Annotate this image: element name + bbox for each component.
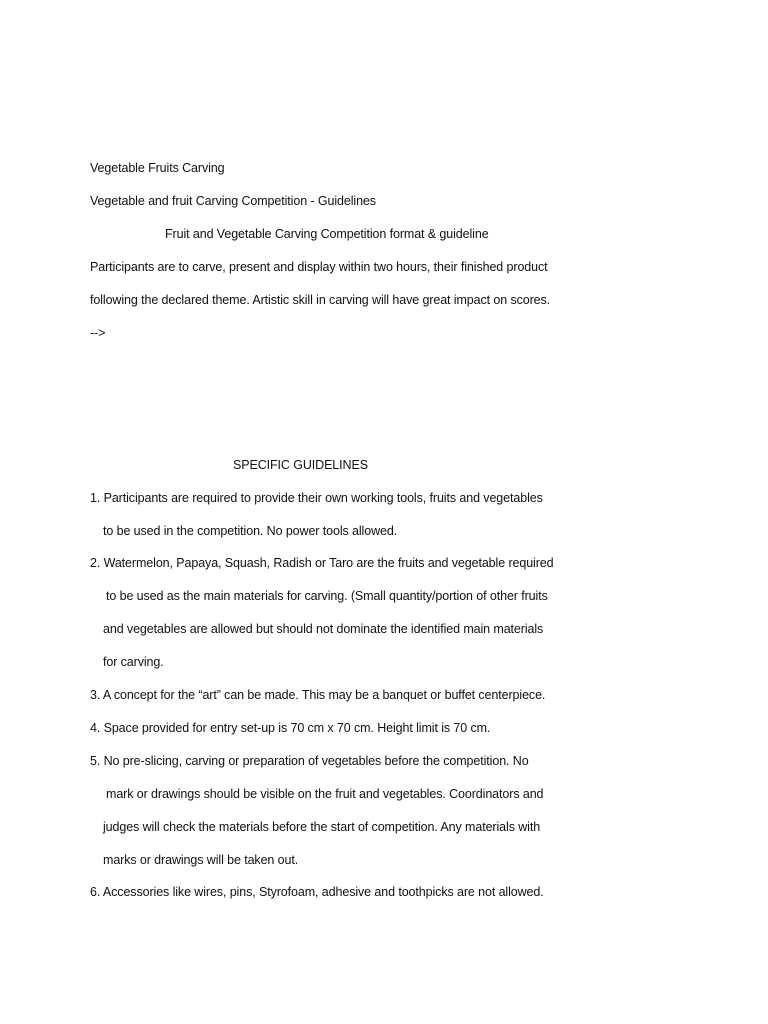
guideline-1-line-2: to be used in the competition. No power tools allowed. xyxy=(103,524,398,538)
guideline-2-line-3: and vegetables are allowed but should not dominate the identified main materials xyxy=(103,622,544,636)
guideline-5-line-1: 5. No pre-slicing, carving or preparation of vegetables before the competition. No xyxy=(90,754,529,768)
guideline-2-line-1: 2. Watermelon, Papaya, Squash, Radish or Taro are the fruits and vegetable required xyxy=(90,556,554,570)
guideline-2-line-4: for carving. xyxy=(103,655,164,669)
document-title: Vegetable Fruits Carving xyxy=(90,161,225,175)
intro-paragraph-line-1: Participants are to carve, present and display within two hours, their finished product xyxy=(90,260,548,274)
specific-guidelines-heading: SPECIFIC GUIDELINES xyxy=(233,458,368,472)
guideline-6-line-1: 6. Accessories like wires, pins, Styrofoam, adhesive and toothpicks are not allowed. xyxy=(90,885,544,899)
guideline-4-line-1: 4. Space provided for entry set-up is 70 cm x 70 cm. Height limit is 70 cm. xyxy=(90,721,491,735)
guideline-5-line-3: judges will check the materials before the start of competition. Any materials with xyxy=(103,820,541,834)
guideline-3-line-1: 3. A concept for the “art” can be made. This may be a banquet or buffet centerpiece. xyxy=(90,688,546,702)
format-heading: Fruit and Vegetable Carving Competition format & guideline xyxy=(165,227,489,241)
arrow-marker: --> xyxy=(90,326,106,340)
guideline-5-line-2: mark or drawings should be visible on the fruit and vegetables. Coordinators and xyxy=(106,787,544,801)
guideline-1-line-1: 1. Participants are required to provide their own working tools, fruits and vegetables xyxy=(90,491,543,505)
document-subtitle: Vegetable and fruit Carving Competition - Guidelines xyxy=(90,194,376,208)
intro-paragraph-line-2: following the declared theme. Artistic skill in carving will have great impact on scores. xyxy=(90,293,551,307)
guideline-5-line-4: marks or drawings will be taken out. xyxy=(103,853,299,867)
guideline-2-line-2: to be used as the main materials for carving. (Small quantity/portion of other fruits xyxy=(106,589,548,603)
